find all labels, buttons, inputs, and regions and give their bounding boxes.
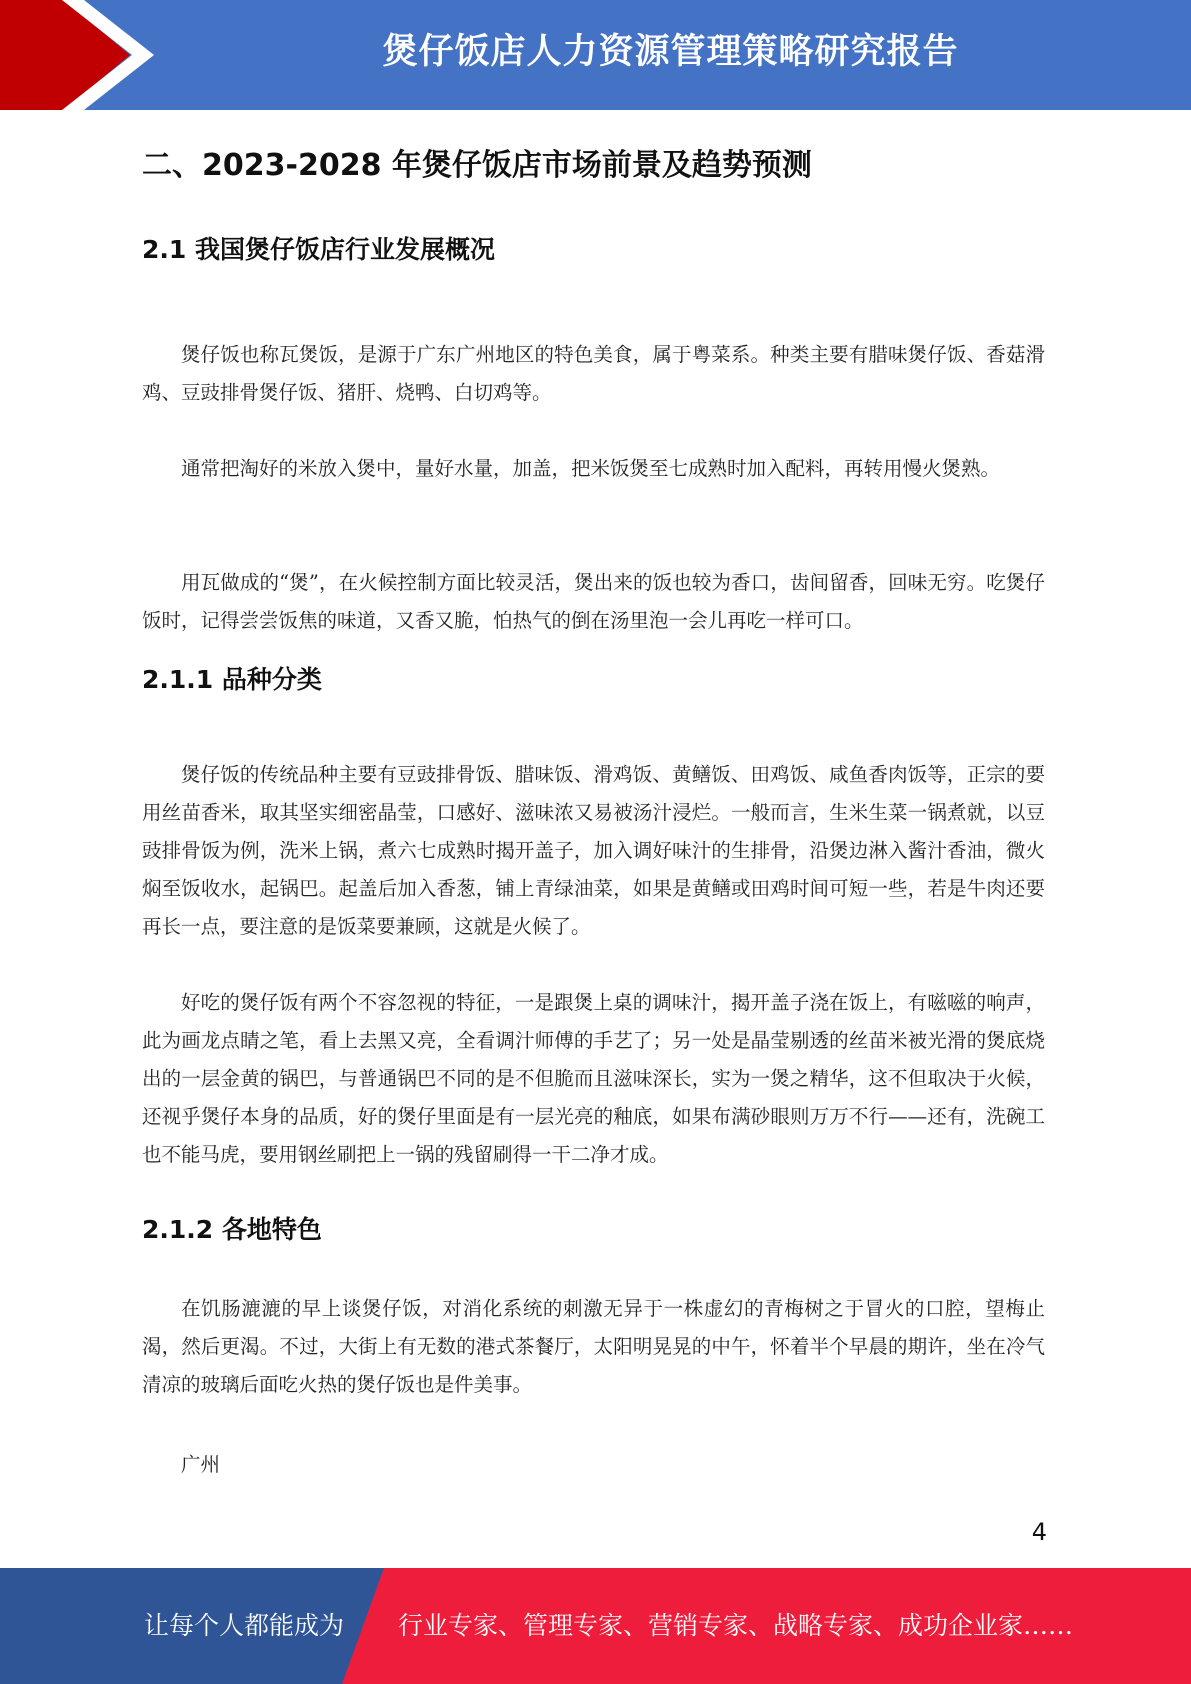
paragraph: 煲仔饭的传统品种主要有豆豉排骨饭、腊味饭、滑鸡饭、黄鳝饭、田鸡饭、咸鱼香肉饭等，正宗的要用丝苗香米，取其坚实细密晶莹，口感好、滋味浓又易被汤汁浸烂。一般而言，生米生菜一锅煮就，以豆豉排骨饭为例，洗米上锅，煮六七成熟时揭开盖子，加入调好味汁的生排骨，沿煲边淋入酱汁香油，微火焖至饭收水，起锅巴。起盖后加入香葱，铺上青绿油菜，如果是黄鳝或田鸡时间可短一些，若是牛肉还要再长一点，要注意的是饭菜要兼顾，这就是火候了。 (142, 763, 1045, 938)
paragraph: 在饥肠漉漉的早上谈煲仔饭，对消化系统的刺激无异于一株虚幻的青梅树之于冒火的口腔，望梅止渴，然后更渴。不过，大街上有无数的港式茶餐厅，太阳明晃晃的中午，怀着半个早晨的期许，坐在冷气清凉的玻璃后面吃火热的煲仔饭也是件美事。 (142, 1297, 1045, 1396)
footer-slogan-right: 行业专家、管理专家、营销专家、战略专家、成功企业家…… (398, 1611, 1074, 1640)
page-header (0, 0, 1191, 110)
footer-slogan-left: 让每个人都能成为 (144, 1611, 345, 1640)
paragraph: 广州 (181, 1453, 221, 1476)
header-red-arrow (0, 0, 130, 110)
paragraph: 煲仔饭也称瓦煲饭，是源于广东广州地区的特色美食，属于粤菜系。种类主要有腊味煲仔饭、香菇滑鸡、豆豉排骨煲仔饭、猪肝、烧鸭、白切鸡等。 (142, 343, 1045, 404)
section-title: 二、2023-2028 年煲仔饭店市场前景及趋势预测 (142, 148, 812, 183)
subsection-title-2-1-2: 2.1.2 各地特色 (142, 1215, 322, 1244)
paragraph: 好吃的煲仔饭有两个不容忽视的特征，一是跟煲上桌的调味汁，揭开盖子浇在饭上，有嗞嗞的响声，此为画龙点睛之笔，看上去黑又亮，全看调汁师傅的手艺了；另一处是晶莹剔透的丝苗米被光滑的煲底烧出的一层金黄的锅巴，与普通锅巴不同的是不但脆而且滋味深长，实为一煲之精华，这不但取决于火候，还视乎煲仔本身的品质，好的煲仔里面是有一层光亮的釉底，如果布满砂眼则万万不行——还有，洗碗工也不能马虎，要用钢丝刷把上一锅的残留刷得一干二净才成。 (142, 991, 1045, 1166)
page-footer (0, 1568, 1191, 1684)
subsection-title-2-1: 2.1 我国煲仔饭店行业发展概况 (142, 235, 495, 264)
page-number: 4 (1031, 1518, 1047, 1546)
header-title: 煲仔饭店人力资源管理策略研究报告 (382, 32, 959, 72)
subsection-title-2-1-1: 2.1.1 品种分类 (142, 665, 322, 694)
paragraph: 通常把淘好的米放入煲中，量好水量，加盖，把米饭煲至七成熟时加入配料，再转用慢火煲熟。 (181, 457, 1001, 480)
paragraph: 用瓦做成的“煲”，在火候控制方面比较灵活，煲出来的饭也较为香口，齿间留香，回味无穷。吃煲仔饭时，记得尝尝饭焦的味道，又香又脆，怕热气的倒在汤里泡一会儿再吃一样可口。 (142, 571, 1045, 632)
